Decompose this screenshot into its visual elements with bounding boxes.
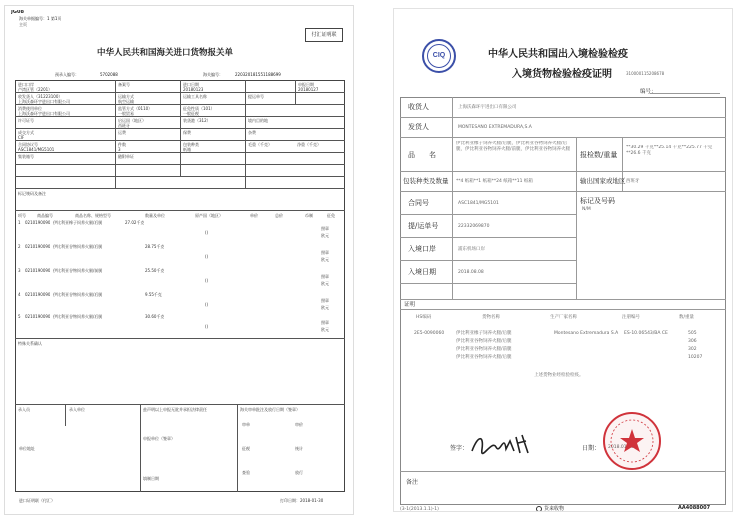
goods-header-price: 单价 xyxy=(250,213,258,218)
goods-name: 伊比利亚橡子饲养火腿/后腿 xyxy=(53,220,103,225)
weight-value: **30.29 千克**25.14 千克**225.77 千克**26.6 千克 xyxy=(626,145,713,156)
goods-header-exempt: 征免 xyxy=(327,213,335,218)
origin-label: 启运国（地区） xyxy=(118,118,146,123)
consignor-label: 发货人 xyxy=(408,123,429,131)
goods-no: 4 xyxy=(18,292,21,297)
cert-item-name: 伊比利亚谷物饲养火腿/前腿 xyxy=(456,347,512,352)
goods-currency: 欧元 xyxy=(321,281,329,286)
goods-name: 伊比利亚谷物饲养火腿/后腿 xyxy=(53,244,103,249)
consignee-cert-label: 收货人 xyxy=(408,103,429,111)
contract-value: ASC1841/MG5101 xyxy=(18,147,55,152)
goods-currency: 欧元 xyxy=(321,305,329,310)
bill-label: 提运单号 xyxy=(248,94,264,99)
cert-goods-header: 货物名称 xyxy=(482,315,500,320)
review-label: 审单 xyxy=(242,422,250,427)
owner-value: 上海沃森环宇进出口有限公司 xyxy=(18,111,70,116)
inspect-label: 查验 xyxy=(242,470,250,475)
bill-cert-value: 22332069870 xyxy=(458,224,490,229)
terms-label: 成交方式 xyxy=(18,130,34,135)
cert-item-qty: 505 xyxy=(688,331,697,336)
record-no-label: 备案号 xyxy=(118,82,130,87)
sign-label: 签字： xyxy=(450,445,469,452)
prerecord-value: 5702088 xyxy=(100,72,118,77)
goods-qty: 9.55千克 xyxy=(145,292,162,297)
declarant-label: 申报单位（签章） xyxy=(143,436,175,441)
weight-label: 报检数/重量 xyxy=(580,151,618,159)
cert-number-label: 编号： xyxy=(640,89,657,95)
consignee-value: 上海沃森环宇进出口有限公司 xyxy=(18,99,70,104)
ciq-logo-icon xyxy=(422,39,456,73)
ciq-certificate-page xyxy=(393,8,733,512)
goods-header-currency: 币制 xyxy=(305,213,313,218)
prerecord-label: 预录入编号： xyxy=(55,72,79,77)
freight-label: 运费 xyxy=(118,130,126,135)
goods-qty2: () xyxy=(205,230,209,235)
goods-currency: 欧元 xyxy=(321,257,329,262)
cert-item-qty: 10207 xyxy=(688,355,703,360)
goods-no: 2 xyxy=(18,244,21,249)
cert-title-2: 入境货物检验检疫证明 xyxy=(512,69,612,80)
consignee-label: 收发货人（31223100） xyxy=(18,94,63,99)
misc-label: 杂费 xyxy=(248,130,256,135)
date-label: 日期： xyxy=(582,445,601,452)
cert-item-reg: ES-10.06543/BA CE xyxy=(624,331,668,336)
serial-number: AA4088007 xyxy=(678,505,711,511)
entry-clerk-label: 录入员 xyxy=(18,407,30,412)
declaration-statement: 兹声明以上申报无讹并承担法律责任 xyxy=(143,407,207,412)
port-label: 进口口岸 xyxy=(18,82,34,87)
official-seal-icon xyxy=(600,409,664,473)
entry-date-label: 入境日期 xyxy=(408,268,436,276)
packing-value: 纸箱 xyxy=(183,147,191,152)
import-date-value: 20180123 xyxy=(183,87,204,92)
consignee-cert-value: 上海沃森环宇进出口有限公司 xyxy=(458,105,517,110)
cert-item-name: 伊比利亚橡子饲养火腿/后腿 xyxy=(456,331,512,336)
marks-cert-label: 标记及号码 xyxy=(580,197,615,205)
cert-item-qty: 302 xyxy=(688,347,697,352)
goods-exempt: 照章 xyxy=(321,226,329,231)
import-date-label: 进口日期 xyxy=(183,82,199,87)
goods-qty2: () xyxy=(205,278,209,283)
marks-label: 标记唛码及备注 xyxy=(18,191,46,196)
goods-code: 0210190090 xyxy=(25,220,51,225)
goods-exempt: 照章 xyxy=(321,250,329,255)
entry-port-value: 浦东机场口岸 xyxy=(458,247,485,252)
fill-date-label: 填制日期 xyxy=(143,476,159,481)
cert-item-qty: 306 xyxy=(688,339,697,344)
goods-qty2: () xyxy=(205,324,209,329)
transport-value: 航空运输 xyxy=(118,99,134,104)
marks-cert-value: N/M xyxy=(582,207,591,212)
declare-date-value: 20180127 xyxy=(298,87,319,92)
transport-label: 运输方式 xyxy=(118,94,134,99)
customs-no-value: 220320181551188699 xyxy=(235,72,281,77)
stamp-box: 付汇证明联 xyxy=(305,28,343,42)
goods-name-value: 伊比利亚橡子饲养火腿/后腿，伊比利亚谷物饲养火腿/后腿，伊比利亚谷物饲养火腿/前腿，伊比利亚谷物饲养火腿 xyxy=(456,141,571,152)
customs-remark-label: 海关审单批注及放行日期（签章） xyxy=(240,407,300,412)
proof-label: 证明 xyxy=(404,302,416,308)
license-label: 许可证号 xyxy=(18,118,34,123)
customs-no-label: 海关编号： xyxy=(203,72,223,77)
signature-icon xyxy=(468,429,538,459)
goods-no: 3 xyxy=(18,268,21,273)
customs-declaration-page xyxy=(4,5,354,515)
origin-cert-value: 西班牙 xyxy=(626,179,640,184)
insurance-label: 保费 xyxy=(183,130,191,135)
goods-header-no: 项号 xyxy=(18,213,26,218)
tools-label: 运输工具名称 xyxy=(183,94,207,99)
page-title: 中华人民共和国海关进口货物报关单 xyxy=(97,48,234,58)
dest-label: 境内目的地 xyxy=(248,118,268,123)
special-label: 特殊关系确认 xyxy=(18,341,42,346)
cert-number-value: 310000115208678 xyxy=(626,71,665,76)
consignor-value: MONTESANO EXTREMADURA,S.A xyxy=(458,125,532,130)
goods-name: 伊比利亚谷物饲养火腿/后腿 xyxy=(53,314,103,319)
entry-port-label: 入境口岸 xyxy=(408,245,436,253)
contract-cert-value: ASC1841/MG5101 xyxy=(458,201,499,206)
goods-qty2: () xyxy=(205,254,209,259)
cert-maker-header: 生产厂家名称 xyxy=(550,315,577,320)
bottom-center-text: 货来收物 xyxy=(544,506,565,512)
supervision-label: 监管方式（0110） xyxy=(118,106,153,111)
goods-currency: 欧元 xyxy=(321,327,329,332)
cert-hs-header: HS编码 xyxy=(416,315,432,320)
cert-item-maker: Montesano Extremadura S.A xyxy=(554,331,619,336)
cert-reg-header: 注册编号 xyxy=(622,315,640,320)
goods-code: 0210190090 xyxy=(25,268,51,273)
bill-cert-label: 提/运单号 xyxy=(408,222,439,230)
net-label: 净重（千克） xyxy=(297,142,321,147)
cert-item-name: 伊比利亚谷物饲养火腿/后腿 xyxy=(456,339,512,344)
docs-label: 随附单证 xyxy=(118,154,134,159)
container-label: 集装箱号 xyxy=(18,154,34,159)
bottom-left-note: 进口证明联（付汇） xyxy=(19,498,55,503)
price-review-label: 审价 xyxy=(295,422,303,427)
goods-qty2: () xyxy=(205,302,209,307)
contract-cert-label: 合同号 xyxy=(408,199,429,207)
goods-code: 0210190090 xyxy=(25,292,51,297)
packing-cert-label: 包装种类及数量 xyxy=(403,177,449,185)
packing-cert-value: **4 纸箱**1 纸箱**24 纸箱**11 纸箱 xyxy=(456,179,533,184)
circle-icon xyxy=(536,506,542,512)
packing-label: 包装种类 xyxy=(183,142,199,147)
entry-date-value: 2018.08.08 xyxy=(458,270,484,275)
goods-exempt: 照章 xyxy=(321,298,329,303)
goods-exempt: 照章 xyxy=(321,274,329,279)
corner-sub-2: 主页 xyxy=(19,22,27,27)
declare-date-label: 申报日期 xyxy=(298,82,314,87)
supervision-value: 一般贸易 xyxy=(118,111,134,116)
stat-label: 统计 xyxy=(295,446,303,451)
goods-name: 伊比利亚谷物饲养火腿/前腿 xyxy=(53,268,103,273)
goods-qty: 30.60千克 xyxy=(145,314,165,319)
remarks-label: 备注 xyxy=(406,479,419,486)
goods-header-total: 总价 xyxy=(275,213,283,218)
ciq-logo-text: CIQ xyxy=(432,52,446,59)
loading-label: 装货港（312） xyxy=(183,118,211,123)
goods-header-name: 商品名称、规格型号 xyxy=(75,213,111,218)
terms-value: CIF xyxy=(18,135,25,140)
gross-label: 毛重（千克） xyxy=(248,142,272,147)
cert-title-1: 中华人民共和国出入境检验检疫 xyxy=(488,49,628,60)
cert-item-hs: 2E5-0090060 xyxy=(414,331,445,336)
goods-header-origin: 原产国（地区） xyxy=(195,213,223,218)
origin-value: 西班牙 xyxy=(118,123,130,128)
goods-name-label: 品 名 xyxy=(408,151,436,159)
goods-no: 1 xyxy=(18,220,21,225)
goods-code: 0210190090 xyxy=(25,314,51,319)
bottom-code: (3-1(2013.1.1)-1) xyxy=(400,507,439,512)
tax-value: 一般征税 xyxy=(183,111,199,116)
tax-review-label: 征税 xyxy=(242,446,250,451)
pieces-label: 件数 xyxy=(118,142,126,147)
goods-currency: 欧元 xyxy=(321,233,329,238)
corner-sub-1: 海关单据编号：1 第1页 xyxy=(19,16,62,21)
goods-header-qty: 数量及单位 xyxy=(145,213,165,218)
cert-item-name: 伊比利亚谷物饲养火腿/后腿 xyxy=(456,355,512,360)
owner-label: 消费使用单位 xyxy=(18,106,42,111)
pieces-value: 3 xyxy=(118,147,121,152)
cert-qty-header: 数/重量 xyxy=(679,315,695,320)
goods-name: 伊比利亚谷物饲养火腿/后腿 xyxy=(53,292,103,297)
goods-code: 0210190090 xyxy=(25,244,51,249)
goods-qty: 25.50千克 xyxy=(145,268,165,273)
unit-address-label: 单位地址 xyxy=(19,446,35,451)
print-date: 打印日期：2018-01-30 xyxy=(280,498,324,503)
conclusion-text: 上述货物业经检验检疫。 xyxy=(534,373,584,378)
corner-label: JG08 xyxy=(11,10,24,15)
tax-label: 征免性质（101） xyxy=(183,106,215,111)
goods-qty: 28.75千克 xyxy=(145,244,165,249)
goods-qty: 27.02千克 xyxy=(125,220,145,225)
goods-exempt: 照章 xyxy=(321,320,329,325)
goods-no: 5 xyxy=(18,314,21,319)
port-value: 卢湾区管（2201） xyxy=(18,87,53,92)
release-label: 放行 xyxy=(295,470,303,475)
contract-label: 合同协议号 xyxy=(18,142,38,147)
entry-unit-label: 录入单位 xyxy=(69,407,85,412)
origin-cert-label: 输出国家或地区 xyxy=(580,177,626,185)
goods-header-code: 商品编号 xyxy=(37,213,53,218)
